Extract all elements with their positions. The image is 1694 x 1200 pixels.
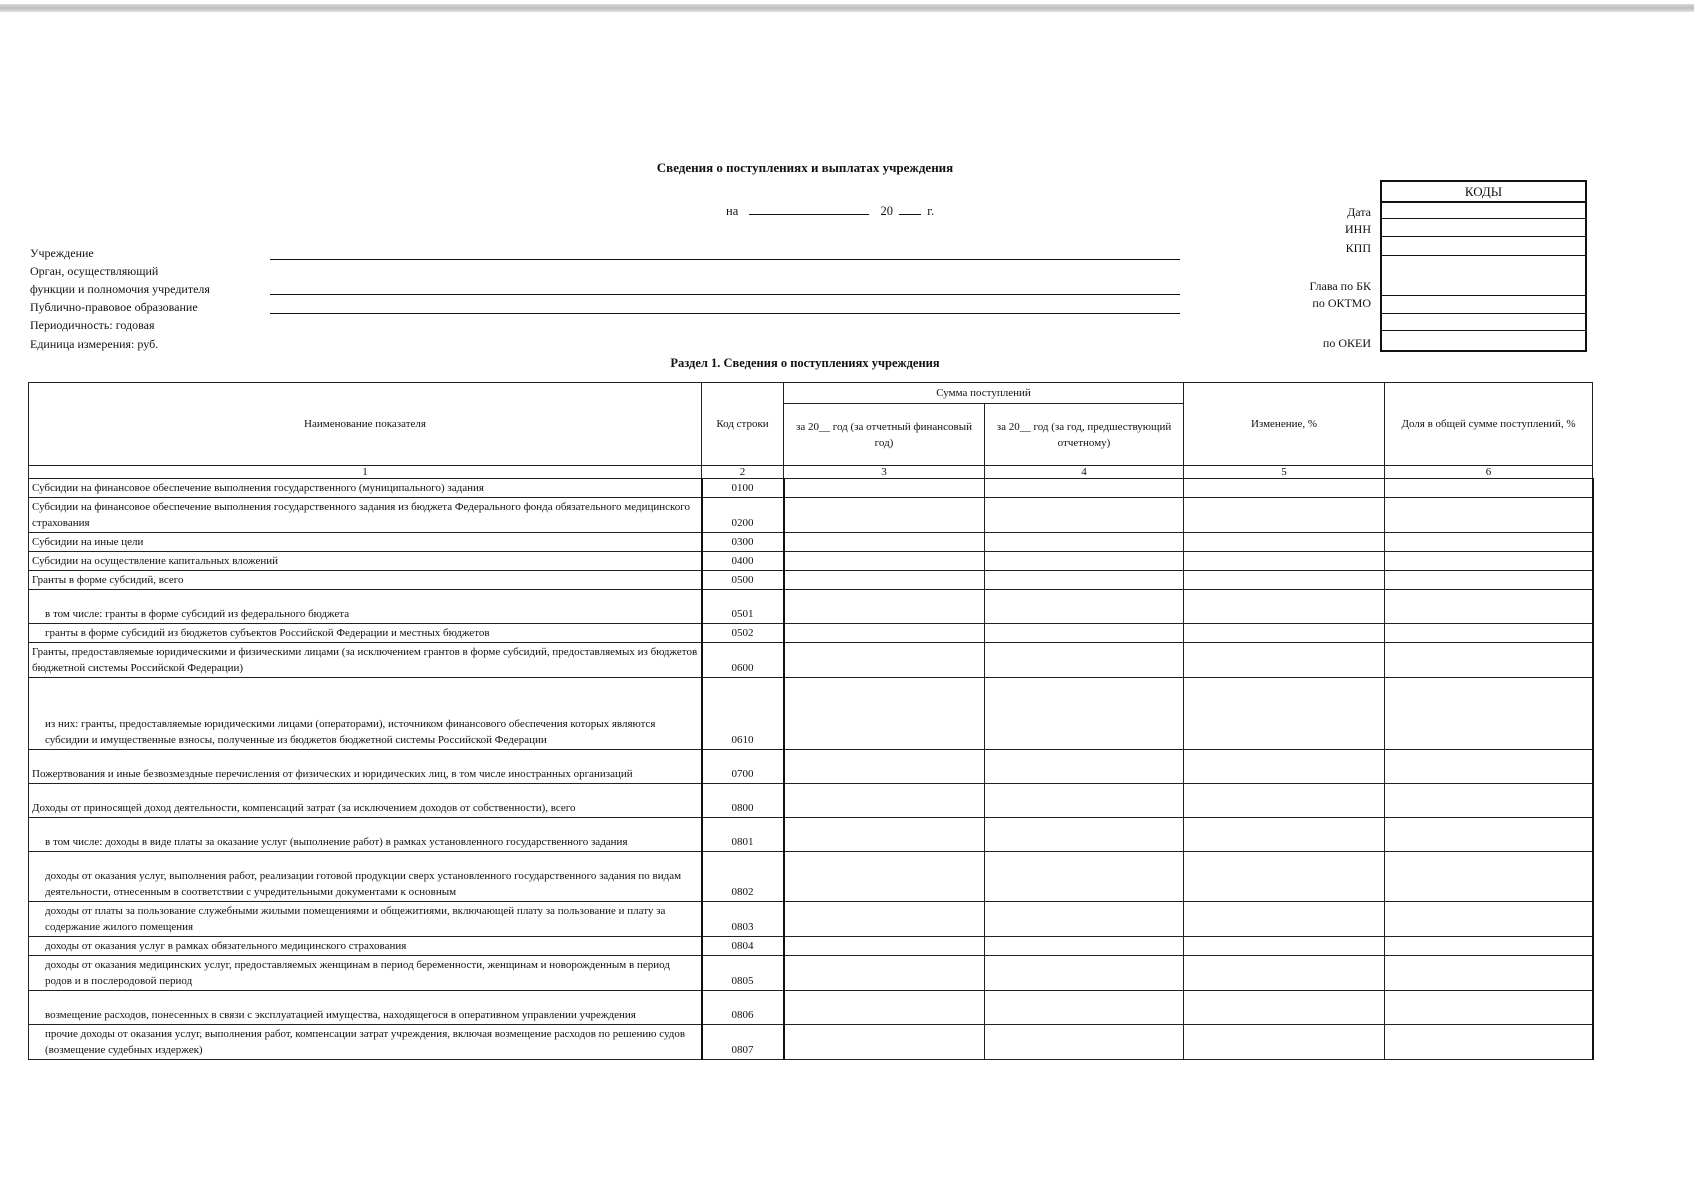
- row-indicator-name: Доходы от приносящей доход деятельности, компенсаций затрат (за исключением доходов от собственности), всего: [29, 784, 702, 818]
- cell-reporting-year[interactable]: [784, 750, 985, 784]
- table-row: [29, 552, 1593, 571]
- cell-share[interactable]: [1385, 1025, 1593, 1060]
- cell-share[interactable]: [1385, 533, 1593, 552]
- institution-input-line[interactable]: [270, 259, 1180, 260]
- cell-previous-year[interactable]: [985, 590, 1184, 624]
- row-line-code: 0806: [702, 991, 784, 1025]
- row-indicator-name: доходы от оказания услуг в рамках обязательного медицинского страхования: [29, 937, 702, 956]
- cell-previous-year[interactable]: [985, 624, 1184, 643]
- code-label-oktmo: по ОКТМО: [1312, 296, 1371, 310]
- row-indicator-name: в том числе: доходы в виде платы за оказание услуг (выполнение работ) в рамках установленного государственного задания: [29, 818, 702, 852]
- cell-reporting-year[interactable]: [784, 624, 985, 643]
- row-indicator-name: в том числе: гранты в форме субсидий из федерального бюджета: [29, 590, 702, 624]
- cell-change[interactable]: [1184, 678, 1385, 750]
- row-line-code: 0807: [702, 1025, 784, 1060]
- codes-box: [1380, 180, 1587, 352]
- row-indicator-name: Субсидии на финансовое обеспечение выполнения государственного (муниципального) задания: [29, 479, 702, 498]
- codes-title: КОДЫ: [1382, 182, 1585, 203]
- cell-share[interactable]: [1385, 479, 1593, 498]
- row-indicator-name: Субсидии на иные цели: [29, 533, 702, 552]
- cell-change[interactable]: [1184, 498, 1385, 533]
- row-indicator-name: гранты в форме субсидий из бюджетов субъектов Российской Федерации и местных бюджетов: [29, 624, 702, 643]
- cell-change[interactable]: [1184, 818, 1385, 852]
- cell-previous-year[interactable]: [985, 852, 1184, 902]
- row-line-code: 0610: [702, 678, 784, 750]
- cell-reporting-year[interactable]: [784, 784, 985, 818]
- table-row: [29, 479, 1593, 498]
- code-cell-date[interactable]: [1382, 218, 1585, 219]
- cell-change[interactable]: [1184, 956, 1385, 991]
- row-line-code: 0300: [702, 533, 784, 552]
- cell-previous-year[interactable]: [985, 1025, 1184, 1060]
- header-indicator-name: Наименование показателя: [29, 383, 702, 466]
- field-label-institution: Учреждение: [30, 246, 94, 260]
- code-label-budget-chapter: Глава по БК: [1309, 279, 1371, 293]
- cell-change[interactable]: [1184, 1025, 1385, 1060]
- row-indicator-name: доходы от оказания услуг, выполнения работ, реализации готовой продукции сверх установленного государственного задания по видам деятельности, отнесенным в соответствии с учредительными документами к основным: [29, 852, 702, 902]
- cell-previous-year[interactable]: [985, 902, 1184, 937]
- row-line-code: 0800: [702, 784, 784, 818]
- cell-change[interactable]: [1184, 590, 1385, 624]
- field-label-unit: Единица измерения: руб.: [30, 337, 159, 351]
- row-indicator-name: Гранты, предоставляемые юридическими и физическими лицами (за исключением грантов в форме субсидий, предоставляемых из бюджетов бюджетной системы Российской Федерации): [29, 643, 702, 678]
- header-share: Доля в общей сумме поступлений, %: [1385, 383, 1593, 466]
- row-line-code: 0802: [702, 852, 784, 902]
- date-suffix: г.: [927, 204, 935, 218]
- cell-previous-year[interactable]: [985, 784, 1184, 818]
- cell-previous-year[interactable]: [985, 991, 1184, 1025]
- row-line-code: 0700: [702, 750, 784, 784]
- cell-share[interactable]: [1385, 902, 1593, 937]
- cell-change[interactable]: [1184, 784, 1385, 818]
- column-number: 6: [1385, 466, 1593, 479]
- cell-share[interactable]: [1385, 678, 1593, 750]
- column-number: 2: [702, 466, 784, 479]
- row-indicator-name: Пожертвования и иные безвозмездные перечисления от физических и юридических лиц, в том числе иностранных организаций: [29, 750, 702, 784]
- row-line-code: 0801: [702, 818, 784, 852]
- row-line-code: 0805: [702, 956, 784, 991]
- cell-change[interactable]: [1184, 624, 1385, 643]
- header-reporting-year: за 20__ год (за отчетный финансовый год): [784, 404, 985, 466]
- row-indicator-name: возмещение расходов, понесенных в связи с эксплуатацией имущества, находящегося в оперативном управлении учреждения: [29, 991, 702, 1025]
- row-line-code: 0804: [702, 937, 784, 956]
- public-entity-input-line[interactable]: [270, 313, 1180, 314]
- table-row: [29, 750, 1593, 784]
- table-row: [29, 852, 1593, 902]
- cell-share[interactable]: [1385, 852, 1593, 902]
- row-line-code: 0100: [702, 479, 784, 498]
- cell-reporting-year[interactable]: [784, 1025, 985, 1060]
- cell-share[interactable]: [1385, 750, 1593, 784]
- cell-previous-year[interactable]: [985, 533, 1184, 552]
- cell-change[interactable]: [1184, 533, 1385, 552]
- date-year-field[interactable]: [899, 214, 921, 215]
- cell-share[interactable]: [1385, 571, 1593, 590]
- cell-share[interactable]: [1385, 784, 1593, 818]
- row-line-code: 0600: [702, 643, 784, 678]
- cell-reporting-year[interactable]: [784, 902, 985, 937]
- table-row: [29, 784, 1593, 818]
- code-label-inn: ИНН: [1345, 222, 1371, 236]
- column-number: 5: [1184, 466, 1385, 479]
- row-indicator-name: Субсидии на финансовое обеспечение выполнения государственного задания из бюджета Федерального фонда обязательного медицинского страхования: [29, 498, 702, 533]
- table-row: [29, 818, 1593, 852]
- row-indicator-name: прочие доходы от оказания услуг, выполнения работ, компенсации затрат учреждения, включая возмещение расходов по решению судов (возмещение судебных издержек): [29, 1025, 702, 1060]
- header-sum-group: Сумма поступлений: [784, 383, 1184, 404]
- cell-reporting-year[interactable]: [784, 937, 985, 956]
- cell-share[interactable]: [1385, 956, 1593, 991]
- column-number: 4: [985, 466, 1184, 479]
- cell-change[interactable]: [1184, 991, 1385, 1025]
- row-indicator-name: Гранты в форме субсидий, всего: [29, 571, 702, 590]
- cell-change[interactable]: [1184, 479, 1385, 498]
- header-change: Изменение, %: [1184, 383, 1385, 466]
- cell-previous-year[interactable]: [985, 818, 1184, 852]
- cell-reporting-year[interactable]: [784, 552, 985, 571]
- row-indicator-name: из них: гранты, предоставляемые юридическими лицами (операторами), источником финансового обеспечения которых являются субсидии и имущественные взносы, полученные из бюджетов бюджетной системы Российской Федерации: [29, 678, 702, 750]
- cell-reporting-year[interactable]: [784, 571, 985, 590]
- code-cell-inn[interactable]: [1382, 236, 1585, 237]
- row-line-code: 0500: [702, 571, 784, 590]
- header-previous-year: за 20__ год (за год, предшествующий отчетному): [985, 404, 1184, 466]
- authority-input-line[interactable]: [270, 294, 1180, 295]
- table-row: [29, 624, 1593, 643]
- cell-change[interactable]: [1184, 571, 1385, 590]
- cell-share[interactable]: [1385, 818, 1593, 852]
- cell-reporting-year[interactable]: [784, 991, 985, 1025]
- cell-change[interactable]: [1184, 902, 1385, 937]
- cell-reporting-year[interactable]: [784, 643, 985, 678]
- cell-previous-year[interactable]: [985, 498, 1184, 533]
- date-day-month-field[interactable]: [749, 214, 869, 215]
- code-cell-okei[interactable]: [1382, 330, 1585, 331]
- column-number: 3: [784, 466, 985, 479]
- cell-share[interactable]: [1385, 498, 1593, 533]
- cell-change[interactable]: [1184, 750, 1385, 784]
- cell-previous-year[interactable]: [985, 643, 1184, 678]
- cell-previous-year[interactable]: [985, 750, 1184, 784]
- code-label-okei: по ОКЕИ: [1322, 336, 1371, 350]
- header-line-code: Код строки: [702, 383, 784, 466]
- scan-edge-artifact: [0, 4, 1694, 12]
- cell-reporting-year[interactable]: [784, 479, 985, 498]
- cell-previous-year[interactable]: [985, 479, 1184, 498]
- row-line-code: 0803: [702, 902, 784, 937]
- table-row: [29, 678, 1593, 750]
- date-prefix: на: [726, 204, 739, 218]
- row-indicator-name: доходы от оказания медицинских услуг, предоставляемых женщинам в период беременности, женщинам и новорожденным в период родов и в послеродовой период: [29, 956, 702, 991]
- document-title: Сведения о поступлениях и выплатах учреждения: [656, 160, 954, 175]
- receipts-table: [28, 382, 1594, 1060]
- cell-reporting-year[interactable]: [784, 818, 985, 852]
- cell-reporting-year[interactable]: [784, 956, 985, 991]
- cell-change[interactable]: [1184, 552, 1385, 571]
- cell-previous-year[interactable]: [985, 937, 1184, 956]
- code-cell-oktmo[interactable]: [1382, 313, 1585, 314]
- cell-reporting-year[interactable]: [784, 498, 985, 533]
- cell-share[interactable]: [1385, 937, 1593, 956]
- table-row: [29, 902, 1593, 937]
- cell-change[interactable]: [1184, 643, 1385, 678]
- cell-share[interactable]: [1385, 552, 1593, 571]
- cell-share[interactable]: [1385, 624, 1593, 643]
- code-cell-kpp[interactable]: [1382, 255, 1585, 256]
- cell-reporting-year[interactable]: [784, 590, 985, 624]
- row-line-code: 0200: [702, 498, 784, 533]
- cell-change[interactable]: [1184, 937, 1385, 956]
- cell-reporting-year[interactable]: [784, 678, 985, 750]
- field-label-public-entity: Публично-правовое образование: [30, 300, 198, 314]
- row-line-code: 0400: [702, 552, 784, 571]
- code-cell-budget-chapter[interactable]: [1382, 295, 1585, 296]
- field-label-authority-line2: функции и полномочия учредителя: [30, 282, 210, 296]
- section-title: Раздел 1. Сведения о поступлениях учреждения: [670, 356, 940, 370]
- cell-reporting-year[interactable]: [784, 852, 985, 902]
- row-line-code: 0501: [702, 590, 784, 624]
- cell-previous-year[interactable]: [985, 552, 1184, 571]
- table-row: [29, 937, 1593, 956]
- cell-reporting-year[interactable]: [784, 533, 985, 552]
- table-row: [29, 956, 1593, 991]
- cell-change[interactable]: [1184, 852, 1385, 902]
- field-label-authority-line1: Орган, осуществляющий: [30, 264, 159, 278]
- cell-share[interactable]: [1385, 991, 1593, 1025]
- cell-share[interactable]: [1385, 643, 1593, 678]
- cell-share[interactable]: [1385, 590, 1593, 624]
- table-row: [29, 1025, 1593, 1060]
- cell-previous-year[interactable]: [985, 571, 1184, 590]
- row-indicator-name: доходы от платы за пользование служебными жилыми помещениями и общежитиями, включающей плату за пользование и плату за содержание жилого помещения: [29, 902, 702, 937]
- code-label-date: Дата: [1347, 205, 1371, 219]
- field-label-periodicity: Периодичность: годовая: [30, 318, 155, 332]
- table-row: [29, 643, 1593, 678]
- cell-previous-year[interactable]: [985, 678, 1184, 750]
- report-date-line: [726, 204, 934, 219]
- table-row: [29, 498, 1593, 533]
- table-row: [29, 590, 1593, 624]
- row-line-code: 0502: [702, 624, 784, 643]
- row-indicator-name: Субсидии на осуществление капитальных вложений: [29, 552, 702, 571]
- column-number: 1: [29, 466, 702, 479]
- date-year-prefix: 20: [880, 204, 893, 218]
- table-row: [29, 533, 1593, 552]
- table-row: [29, 991, 1593, 1025]
- cell-previous-year[interactable]: [985, 956, 1184, 991]
- table-row: [29, 571, 1593, 590]
- code-label-kpp: КПП: [1345, 241, 1371, 255]
